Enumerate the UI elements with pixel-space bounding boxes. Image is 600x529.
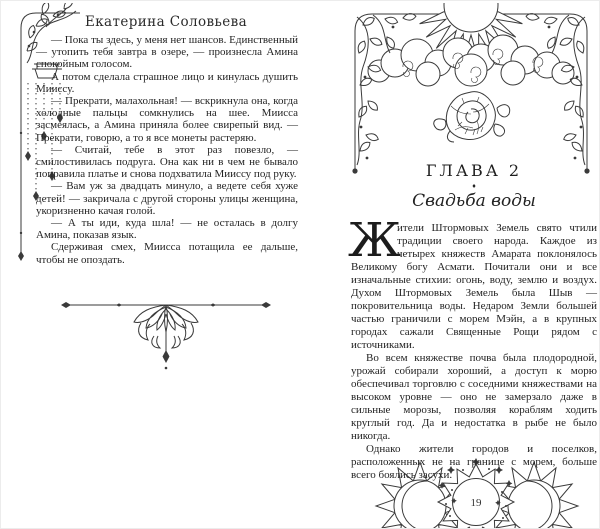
- left-page-text: [36, 34, 298, 266]
- paragraph: Во всем княжестве почва была плодородной, урожай собирали хороший, а доступ к морю обеспечивал торговлю с соседними княжествами на высоком уровне — оно не замерзало даже в сильные морозы, позволяя кораблям ходить круглый год. Да и недостатка в рыбе не было никогда.: [351, 352, 597, 442]
- right-page-text: [348, 213, 597, 482]
- divider-ornament: [56, 295, 276, 373]
- paragraph: А потом сделала страшное лицо и кинулась душить Мииссу.: [36, 70, 298, 95]
- paragraph: Ж ители Штормовых Земель свято чтили традиции своего народа. Каждое из четырех княжеств Амарата поклонялось Великому богу Асмати. Почитали они и все изначальные стихии: огонь, воду, землю и воздух. Духом Штормовых Земель была Шыв — покровительница воды. Недаром Земли большей частью граничили с морем Мэйн, а в крупных городах сажали Священные Рощи рядом с источниками.: [348, 213, 597, 351]
- chapter-title: ГЛАВА 2: [425, 161, 523, 180]
- paragraph: Однако жители городов и поселков, расположенных не на границе с морем, больше всего боялись засухи.: [351, 443, 597, 481]
- page-number: 19: [470, 497, 482, 509]
- running-header: Екатерина Соловьева: [84, 14, 248, 30]
- paragraph: — А ты иди, куда шла! — не осталась в долгу Амина, показав язык.: [36, 217, 298, 242]
- drop-cap: Ж: [348, 213, 401, 268]
- rose-illustration: [434, 92, 510, 142]
- paragraph: — Считай, тебе в этот раз повезло, — смилостивилась подруга. Она как ни в чем не бывало поправила платье и снова подхватила Мииссу под руку.: [36, 143, 298, 181]
- paragraph: — Вам уж за двадцать минуло, а ведете себя хуже детей! — закричала с другой стороны улицы женщина, укоризненно качая голой.: [36, 180, 298, 217]
- paragraph: — Прекрати, малахольная! — вскрикнула она, когда холодные пальцы сомкнулись на шее. Миисса засмеялась, а Амина приняла более свирепый вид. — Прекрати, говорю, а то я все монеты растеряю.: [36, 95, 298, 144]
- clouds-icon: [368, 35, 574, 86]
- paragraph: Сдерживая смех, Миисса потащила ее дальше, чтобы не опоздать.: [36, 241, 298, 266]
- paragraph: — Пока ты здесь, у меня нет шансов. Единственный — утопить тебя завтра в озере, — произнесла Амина спокойным голосом.: [36, 34, 298, 71]
- chapter-frame-ornament: [343, 3, 599, 178]
- chapter-diamond-icon: ♦: [472, 182, 476, 190]
- chapter-subtitle: Свадьба воды: [412, 191, 536, 211]
